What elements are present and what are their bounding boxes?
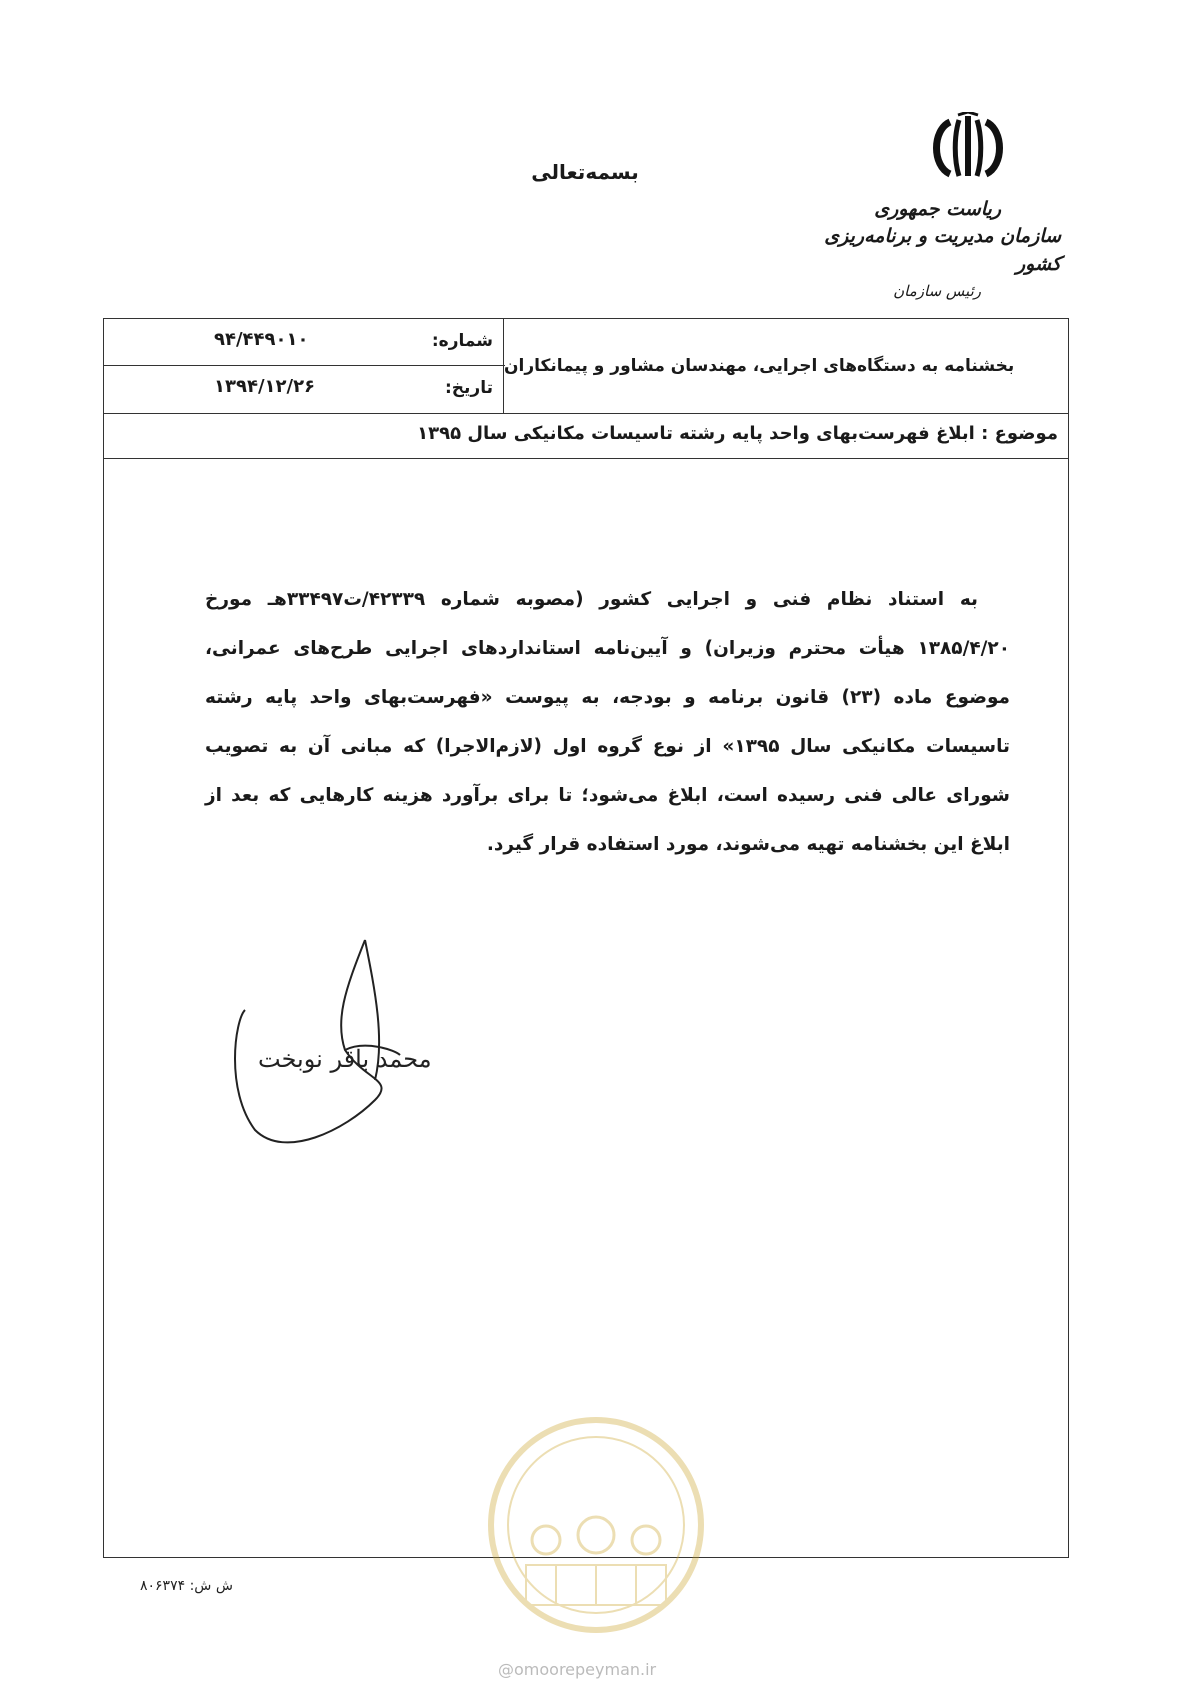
date-label: تاریخ:: [445, 378, 493, 398]
addressee-cell: بخشنامه به دستگاه‌های اجرایی، مهندسان مشاور و پیمانکاران: [503, 319, 1068, 413]
date-row: [104, 366, 505, 412]
subject-row: موضوع : ابلاغ فهرست‌بهای واحد پایه رشته تاسیسات مکانیکی سال ۱۳۹۵: [104, 413, 1068, 459]
number-label: شماره:: [431, 331, 493, 351]
body-paragraph: به استناد نظام فنی و اجرایی کشور (مصوبه شماره ۴۲۳۳۹/ت۳۳۴۹۷هـ مورخ ۱۳۸۵/۴/۲۰ هیأت محترم وزیران) و آیین‌نامه استانداردهای اجرایی طرح‌های عمرانی، موضوع ماده (۲۳) قانون برنامه و بودجه، به پیوست «فهرست‌بهای واحد پایه رشته تاسیسات مکانیکی سال ۱۳۹۵» از نوع گروه اول (لازم‌الاجرا) که مبانی آن به تصویب شورای عالی فنی رسیده است، ابلاغ می‌شود؛ تا برای برآورد هزینه کارهایی که بعد از ابلاغ این بخشنامه تهیه می‌شوند، مورد استفاده قرار گیرد.: [205, 589, 1010, 855]
site-watermark: @omoorepeyman.ir: [498, 1660, 657, 1679]
number-row: [104, 319, 505, 366]
organization-header: [801, 196, 1061, 304]
signatory-name: محمد باقر نوبخت: [258, 1045, 432, 1073]
stamp-seal-icon: [486, 1415, 706, 1635]
org-line-3: رئیس سازمان: [893, 282, 981, 300]
org-line-1: ریاست جمهوری: [874, 198, 1001, 220]
footer-reference: ش ش: ۸۰۶۳۷۴: [140, 1578, 233, 1594]
meta-cell: [104, 319, 505, 413]
date-value: ۱۳۹۴/۱۲/۲۶: [214, 376, 316, 397]
bismillah-heading: بسمه‌تعالی: [531, 160, 639, 184]
letter-body: [205, 575, 1010, 869]
org-line-2: سازمان مدیریت و برنامه‌ریزی کشور: [824, 225, 1061, 275]
number-value: ۹۴/۴۴۹۰۱۰: [214, 329, 309, 350]
header-row: [104, 319, 1068, 414]
iran-emblem-icon: [928, 112, 1008, 184]
